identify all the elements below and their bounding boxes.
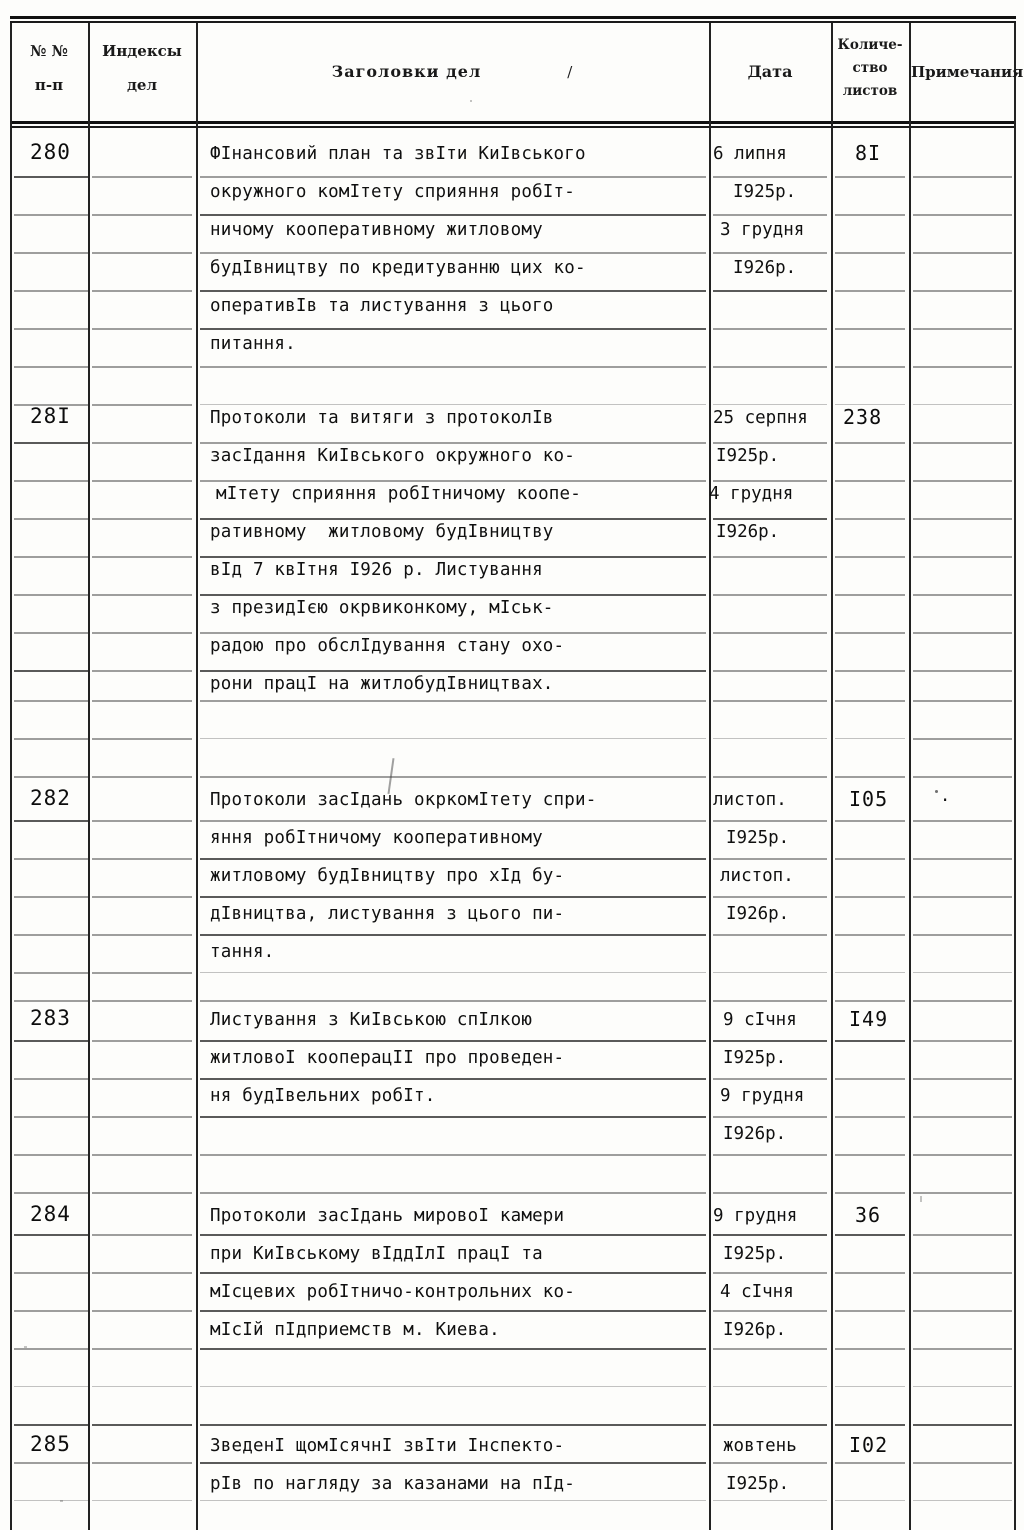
row-title-line: будІвництву по кредитуванню цих ко-: [210, 258, 586, 278]
row-title-line: рони працІ на житлобудІвництвах.: [210, 674, 554, 694]
row-date-line: I926р.: [733, 258, 797, 278]
row-date-line: I925р.: [723, 1244, 787, 1264]
row-date-line: 3 грудня: [720, 220, 805, 240]
row-sheet-count: 238: [843, 405, 883, 429]
row-sheet-count: 36: [855, 1203, 882, 1227]
row-date-line: I925р.: [733, 182, 797, 202]
row-title-line: мІсцевих робІтничо-контрольних ко-: [210, 1282, 576, 1302]
row-title-line: радою про обслІдування стану охо-: [210, 636, 565, 656]
row-date-line: 6 липня: [713, 144, 787, 164]
row-date-line: I926р.: [723, 1124, 787, 1144]
row-title-line: рІв по нагляду за казанами на пІд-: [210, 1474, 576, 1494]
column-header-count-line1: Количе-: [837, 37, 903, 53]
row-title-line: з президІєю окрвиконкому, мІськ-: [210, 598, 554, 618]
row-date-line: I925р.: [723, 1048, 787, 1068]
row-number: 282: [30, 786, 71, 810]
row-date-line: 9 грудня: [713, 1206, 798, 1226]
row-date-line: 9 грудня: [720, 1086, 805, 1106]
row-title-line: ративному житловому будІвництву: [210, 522, 554, 542]
column-header-index-line2: дел: [126, 76, 158, 94]
column-header-note-text: Примечания: [911, 63, 1024, 81]
row-title-line: житловому будІвництву про хІд бу-: [210, 866, 565, 886]
column-header-count-line2: ство: [852, 60, 888, 76]
row-date-line: I926р.: [726, 904, 790, 924]
row-sheet-count: I05: [849, 787, 889, 811]
row-title-line: засІдання КиІвського окружного ко-: [210, 446, 576, 466]
scan-speck: [935, 790, 938, 793]
row-title-line: Листування з КиІвською спІлкою: [210, 1010, 533, 1030]
row-title-line: мІтету сприяння робІтничому коопе-: [216, 484, 582, 504]
row-date-line: 4 сІчня: [720, 1282, 794, 1302]
row-title-line: ФІнансовий план та звІти КиІвського: [210, 144, 586, 164]
row-date-line: жовтень: [723, 1436, 797, 1456]
row-title-line: Протоколи засІдань окркомІтету спри-: [210, 790, 597, 810]
row-date-line: I925р.: [716, 446, 780, 466]
row-title-line: оперативІв та листування з цього: [210, 296, 554, 316]
row-title-line: питання.: [210, 334, 296, 354]
column-header-count-line3: листов: [842, 83, 898, 99]
row-number: 284: [30, 1202, 71, 1226]
scan-speck: [470, 100, 472, 102]
row-title-line: окружного комІтету сприяння робІт-: [210, 182, 576, 202]
row-title-line: Протоколи та витяги з протоколІв: [210, 408, 554, 428]
row-title-line: Протоколи засІдань мировоІ камери: [210, 1206, 565, 1226]
row-title-line: житловоІ кооперацІІ про проведен-: [210, 1048, 565, 1068]
row-number: 285: [30, 1432, 71, 1456]
row-title-line: ничому кооперативному житловому: [210, 220, 543, 240]
scan-speck: [60, 1500, 63, 1502]
row-date-line: 4 грудня: [709, 484, 794, 504]
column-header-title-text: Заголовки дел: [331, 62, 482, 81]
row-title-line: вІд 7 квІтня I926 р. Листування: [210, 560, 543, 580]
column-header-number-line1: № №: [30, 42, 68, 60]
row-title-line: дІвництва, листування з цього пи-: [210, 904, 565, 924]
row-date-line: 9 сІчня: [723, 1010, 797, 1030]
row-date-line: I925р.: [726, 1474, 790, 1494]
row-number: 28I: [30, 404, 71, 428]
row-note: .: [940, 786, 951, 806]
row-date-line: I926р.: [723, 1320, 787, 1340]
row-title-line: тання.: [210, 942, 275, 962]
row-title-line: ЗведенІ щомІсячнІ звІти Інспекто-: [210, 1436, 565, 1456]
row-date-line: листоп.: [720, 866, 794, 886]
row-sheet-count: I49: [849, 1007, 889, 1031]
row-date-line: 25 серпня: [713, 408, 808, 428]
row-title-line: ня будІвельних робІт.: [210, 1086, 436, 1106]
row-number: 283: [30, 1006, 71, 1030]
pen-slash-mark: /: [567, 63, 574, 81]
row-title-line: при КиІвському вІддІлІ працІ та: [210, 1244, 543, 1264]
row-title-line: яння робІтничому кооперативному: [210, 828, 543, 848]
row-number: 280: [30, 140, 71, 164]
row-sheet-count: I02: [849, 1433, 889, 1457]
scan-speck: [24, 1346, 27, 1348]
row-title-line: мІсІй пІдприемств м. Киева.: [210, 1320, 500, 1340]
row-date-line: листоп.: [713, 790, 787, 810]
row-sheet-count: 8I: [855, 141, 882, 165]
row-date-line: I925р.: [726, 828, 790, 848]
column-header-number-line2: п-п: [34, 76, 64, 94]
column-header-date-text: Дата: [747, 62, 793, 81]
scan-speck: [920, 1196, 922, 1202]
row-date-line: I926р.: [716, 522, 780, 542]
column-header-index-line1: Индексы: [102, 42, 182, 60]
